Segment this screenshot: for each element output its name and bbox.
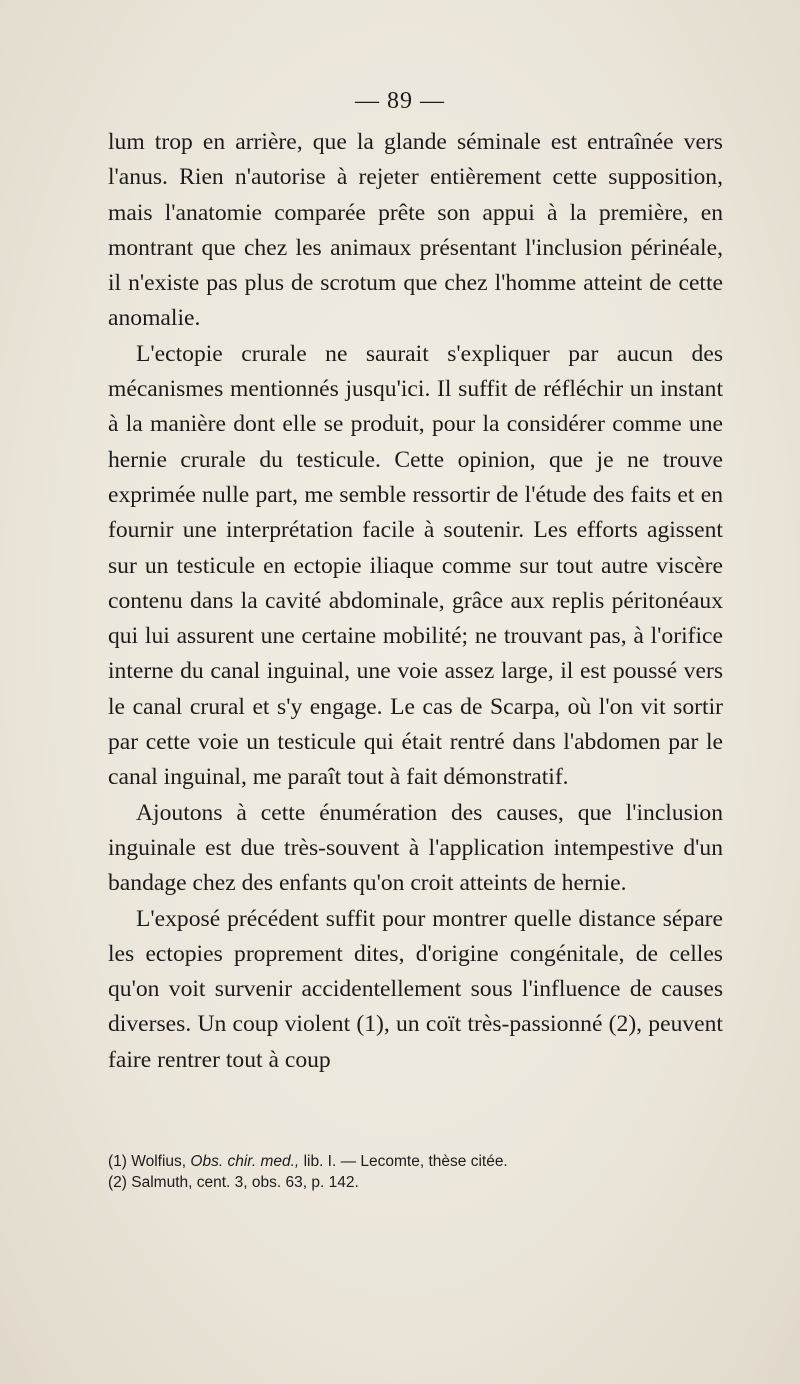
paragraph-4: L'exposé précédent suffit pour montrer quelle distance sépare les ectopies proprement dites, d'origine congénitale, de celles qu'on voit survenir accidentellement sous l'influence de causes diverses. Un coup violent (1), un coït très-passionné (2), peuvent faire rentrer tout à coup <box>108 905 723 1073</box>
footnote-author: Wolfius, <box>131 1153 187 1170</box>
footnote-1 <box>108 1151 723 1172</box>
footnote-title: Obs. chir. med., <box>190 1153 300 1170</box>
footnote-rest: cent. 3, obs. 63, p. 142. <box>196 1174 359 1191</box>
footnote-author: Salmuth, <box>131 1174 193 1191</box>
page-number: — 89 — <box>355 88 445 114</box>
footnote-2 <box>108 1172 723 1193</box>
paragraph-3: Ajoutons à cette énumération des causes, que l'inclusion inguinale est due très-souvent à l'application intempestive d'un bandage chez des enfants qu'on croit atteints de hernie. <box>108 799 723 897</box>
main-text <box>108 125 723 1078</box>
paragraph-2: L'ectopie crurale ne saurait s'expliquer par aucun des mécanismes mentionnés jusqu'ici. Il suffit de réfléchir un instant à la manière dont elle se produit, pour la considérer comme une hernie crurale du testicule. Cette opinion, que je ne trouve exprimée nulle part, me semble ressortir de l'étude des faits et en fournir une interprétation facile à soutenir. Les efforts agissent sur un testicule en ectopie iliaque comme sur tout autre viscère contenu dans la cavité abdominale, grâce aux replis péritonéaux qui lui assurent une certaine mobilité; ne trouvant pas, à l'orifice interne du canal inguinal, une voie assez large, il est poussé vers le canal crural et s'y engage. Le cas de Scarpa, où l'on vit sortir par cette voie un testicule qui était rentré dans l'abdomen par le canal inguinal, me paraît tout à fait démonstratif. <box>108 340 723 791</box>
paragraph-1: lum trop en arrière, que la glande séminale est entraînée vers l'anus. Rien n'autorise à rejeter entièrement cette supposition, mais l'anatomie comparée prête son appui à la première, en montrant que chez les animaux présentant l'inclusion périnéale, il n'existe pas plus de scrotum que chez l'homme atteint de cette anomalie. <box>108 129 723 332</box>
footnote-mark: (2) <box>108 1174 127 1191</box>
footnotes <box>108 1151 723 1193</box>
footnote-mark: (1) <box>108 1153 127 1170</box>
footnote-rest: lib. I. — Lecomte, thèse citée. <box>303 1153 508 1170</box>
